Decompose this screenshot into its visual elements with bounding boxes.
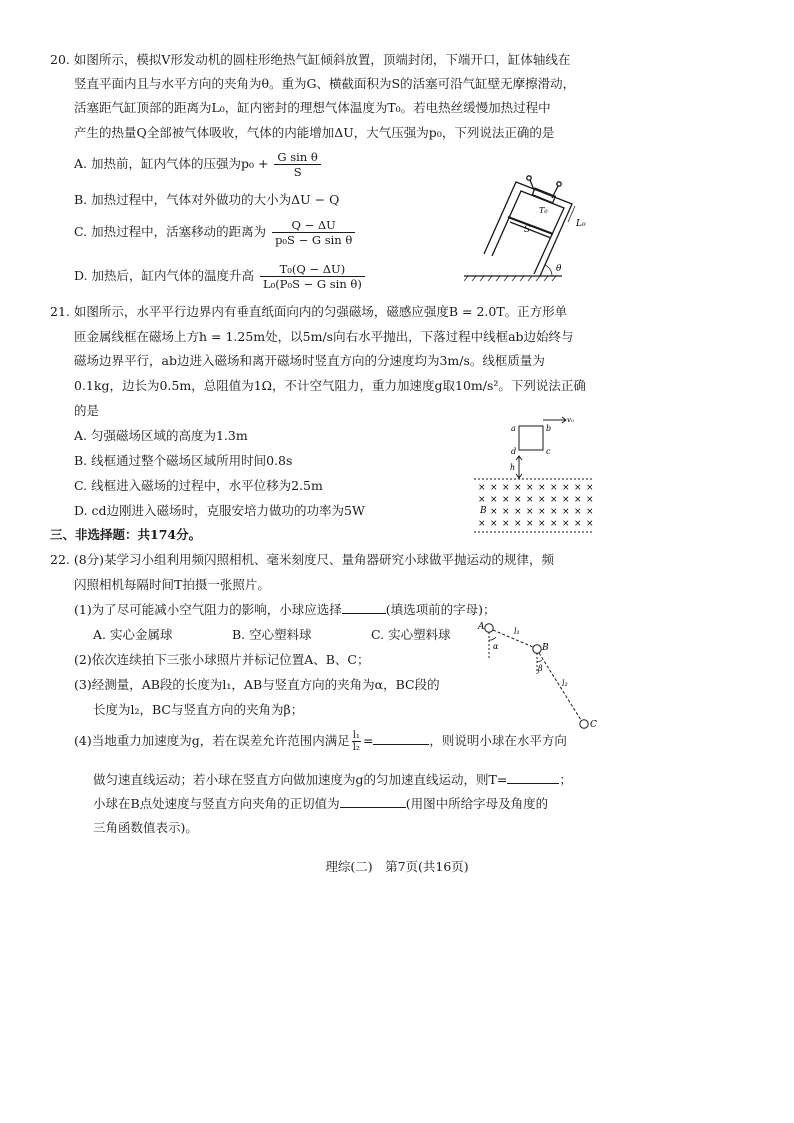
- label-h: h: [510, 463, 516, 472]
- q22-l-ratio: [352, 730, 361, 753]
- terminal-right: [557, 182, 561, 186]
- field-cross: ×: [562, 483, 570, 493]
- label-l1: l₁: [514, 627, 520, 636]
- terminal-left: [527, 176, 531, 180]
- q20-cylinder-figure: [462, 170, 597, 282]
- ball-b: [533, 645, 541, 653]
- label-b: b: [546, 424, 552, 433]
- q21-field-figure: [470, 410, 600, 535]
- field-cross: ×: [586, 519, 594, 529]
- field-cross: ×: [550, 495, 558, 505]
- q22-part-6-tail: (用图中所给字母及角度的: [405, 796, 549, 811]
- q22-line-2: 闪照相机每隔时间T拍摄一张照片。: [74, 577, 270, 592]
- field-cross: ×: [586, 507, 594, 517]
- field-cross: ×: [502, 507, 510, 517]
- field-cross: ×: [502, 519, 510, 529]
- field-cross: ×: [538, 519, 546, 529]
- q20-line-3: 活塞距气缸顶部的距离为L₀，缸内密封的理想气体温度为T₀。若电热丝缓慢加热过程中: [74, 100, 551, 115]
- label-beta: β: [538, 664, 543, 673]
- field-cross: ×: [490, 495, 498, 505]
- q20-option-d-fraction: [260, 262, 365, 291]
- label-B-point: B: [542, 643, 549, 653]
- field-cross: ×: [478, 495, 486, 505]
- label-l0: L₀: [576, 219, 586, 229]
- q22-part-6: [93, 795, 548, 813]
- field-cross: ×: [562, 495, 570, 505]
- field-cross: ×: [526, 519, 534, 529]
- q21-option-b: B. 线框通过整个磁场区域所用时间0.8s: [74, 453, 293, 468]
- field-cross: ×: [490, 519, 498, 529]
- label-a: a: [511, 424, 516, 433]
- q21-line-2: 匝金属线框在磁场上方h = 1.25m处，以5m/s向右水平抛出，下落过程中线框ab边始终与: [74, 329, 574, 344]
- q22-part-2: (2)依次连续拍下三张小球照片并标记位置A、B、C；: [74, 652, 370, 667]
- field-cross: ×: [478, 483, 486, 493]
- q20-c-denominator: p₀S − G sin θ: [275, 233, 353, 247]
- field-cross: ×: [514, 495, 522, 505]
- segment-bc: [539, 653, 581, 720]
- q22-part-3b: 长度为l₂，BC与竖直方向的夹角为β；: [93, 702, 304, 717]
- q20-a-denominator: S: [293, 165, 302, 179]
- q21-line-1: 21. 如图所示，水平平行边界内有垂直纸面向内的匀强磁场，磁感应强度B = 2.0T。正方形单: [50, 304, 568, 319]
- field-cross: ×: [526, 507, 534, 517]
- q22-l2: l₂: [352, 742, 360, 753]
- label-v0: v₀: [567, 416, 574, 424]
- q20-d-denominator: L₀(P₀S − G sin θ): [263, 277, 362, 291]
- q21-option-a: A. 匀强磁场区域的高度为1.3m: [74, 428, 248, 443]
- beta-arc: [537, 660, 542, 662]
- q22-part-7: 三角函数值表示)。: [93, 820, 198, 835]
- alpha-arc: [489, 637, 496, 640]
- square-loop: [519, 426, 543, 450]
- q22-blank-3[interactable]: [507, 783, 559, 784]
- magnetic-field-crosses: [478, 483, 594, 529]
- ball-a: [485, 624, 493, 632]
- field-cross: ×: [586, 495, 594, 505]
- field-cross: ×: [550, 519, 558, 529]
- q21-line-4: 0.1kg，边长为0.5m，总阻值为1Ω，不计空气阻力，重力加速度g取10m/s²。下列说法正确: [74, 378, 586, 393]
- field-cross: ×: [490, 483, 498, 493]
- field-cross: ×: [526, 495, 534, 505]
- q21-option-c: C. 线框进入磁场的过程中，水平位移为2.5m: [74, 478, 323, 493]
- q20-option-a-fraction: [274, 150, 320, 179]
- q22-option-c: C. 实心塑料球: [371, 627, 451, 642]
- field-cross: ×: [490, 507, 498, 517]
- field-cross: ×: [550, 483, 558, 493]
- field-cross: ×: [502, 495, 510, 505]
- q22-part-5-tail: ；: [559, 772, 572, 787]
- field-cross: ×: [538, 483, 546, 493]
- field-cross: ×: [574, 495, 582, 505]
- q20-d-numerator: T₀(Q − ΔU): [260, 262, 365, 277]
- q22-option-a: A. 实心金属球: [93, 627, 173, 642]
- q22-l1: l₁: [352, 730, 360, 741]
- field-cross: ×: [550, 507, 558, 517]
- field-cross: ×: [502, 483, 510, 493]
- q22-strobe-figure: [470, 614, 600, 734]
- q20-c-numerator: Q − ΔU: [272, 218, 355, 233]
- field-cross: ×: [538, 495, 546, 505]
- q22-part-4-tail: ，则说明小球在水平方向: [429, 733, 567, 748]
- q22-part-4-text: (4)当地重力加速度为g，若在误差允许范围内满足: [74, 733, 350, 748]
- q22-part-6-text: 小球在B点处速度与竖直方向夹角的正切值为: [93, 796, 340, 811]
- field-cross: ×: [538, 507, 546, 517]
- q22-blank-4[interactable]: [340, 807, 406, 808]
- label-theta: θ: [556, 264, 562, 274]
- label-t0: T₀: [539, 206, 548, 215]
- section-3-heading: 三、非选择题：共174分。: [50, 527, 202, 542]
- q20-line-4: 产生的热量Q全部被气体吸收，气体的内能增加ΔU，大气压强为p₀，下列说法正确的是: [74, 125, 555, 140]
- q20-option-a-text: A. 加热前，缸内气体的压强为p₀ +: [74, 156, 269, 171]
- field-cross: ×: [574, 519, 582, 529]
- q22-equals: =: [362, 733, 374, 748]
- ground-hatch: [464, 276, 556, 281]
- piston: [508, 217, 553, 234]
- ball-c: [580, 720, 588, 728]
- label-A: A: [478, 622, 485, 632]
- label-c: c: [546, 447, 551, 456]
- q20-option-a: [74, 150, 323, 179]
- field-cross: ×: [562, 519, 570, 529]
- theta-arc: [545, 265, 552, 276]
- field-cross: ×: [586, 483, 594, 493]
- q22-part-5-text: 做匀速直线运动；若小球在竖直方向做加速度为g的匀加速直线运动，则T=: [93, 772, 508, 787]
- field-cross: ×: [514, 483, 522, 493]
- q22-part-5: [93, 771, 572, 789]
- q20-option-b: B. 加热过程中，气体对外做功的大小为ΔU − Q: [74, 192, 340, 207]
- q21-line-5: 的是: [74, 403, 100, 418]
- label-alpha: α: [493, 642, 499, 651]
- q22-part-1-text: (1)为了尽可能减小空气阻力的影响，小球应选择: [74, 602, 342, 617]
- q22-blank-1[interactable]: [342, 613, 386, 614]
- q22-blank-2[interactable]: [373, 744, 429, 745]
- q20-option-d-text: D. 加热后，缸内气体的温度升高: [74, 268, 255, 283]
- label-l2: l₂: [562, 679, 568, 688]
- label-C: C: [590, 720, 597, 730]
- field-cross: ×: [514, 519, 522, 529]
- q20-option-c-fraction: [272, 218, 355, 247]
- label-s: S: [524, 225, 531, 235]
- q20-line-2: 竖直平面内且与水平方向的夹角为θ。重为G、横截面积为S的活塞可沿气缸壁无摩擦滑动，: [74, 76, 576, 91]
- label-B: B: [480, 506, 487, 516]
- q22-part-1-tail: (填选项前的字母)；: [385, 602, 496, 617]
- segment-ab: [493, 630, 533, 647]
- q20-line-1: 20. 如图所示，模拟V形发动机的圆柱形绝热气缸倾斜放置，顶端封闭，下端开口，缸体轴线在: [50, 52, 571, 67]
- q22-part-3a: (3)经测量，AB段的长度为l₁，AB与竖直方向的夹角为α，BC段的: [74, 677, 440, 692]
- q20-option-d: [74, 262, 367, 291]
- q21-line-3: 磁场边界平行，ab边进入磁场和离开磁场时竖直方向的分速度均为3m/s。线框质量为: [74, 353, 545, 368]
- label-d: d: [511, 447, 517, 456]
- page-footer: 理综(二) 第7页(共16页): [325, 859, 469, 874]
- q20-option-c-text: C. 加热过程中，活塞移动的距离为: [74, 224, 267, 239]
- q22-part-1: [74, 601, 495, 619]
- field-cross: ×: [574, 483, 582, 493]
- q20-a-numerator: G sin θ: [274, 150, 320, 165]
- field-cross: ×: [526, 483, 534, 493]
- field-cross: ×: [514, 507, 522, 517]
- q20-option-c: [74, 218, 357, 247]
- field-cross: ×: [478, 519, 486, 529]
- field-cross: ×: [562, 507, 570, 517]
- q22-line-1: 22. (8分)某学习小组利用频闪照相机、毫米刻度尺、量角器研究小球做平抛运动的规律，频: [50, 552, 555, 567]
- q21-option-d: D. cd边刚进入磁场时，克服安培力做功的功率为5W: [74, 503, 365, 518]
- q22-option-b: B. 空心塑料球: [232, 627, 312, 642]
- l0-dimension-line: [568, 206, 575, 222]
- field-cross: ×: [574, 507, 582, 517]
